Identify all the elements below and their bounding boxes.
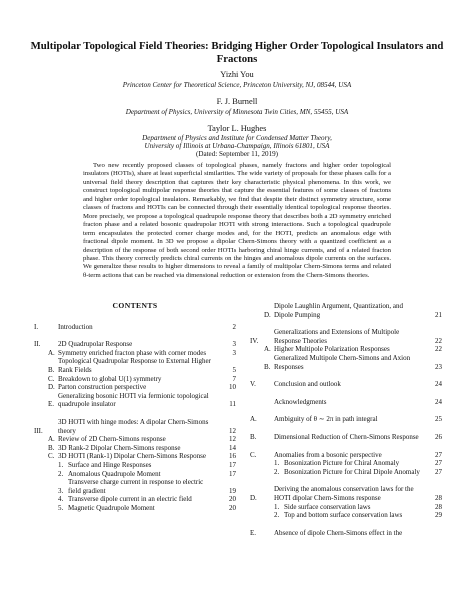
toc-entry[interactable]	[34, 452, 236, 461]
toc-entry-title: Magnetic Quadrupole Moment	[68, 503, 155, 512]
toc-entry[interactable]	[34, 323, 236, 332]
toc-entry-title: Generalizing bosonic HOTI via fermionic topological quadrupole insulator	[58, 391, 209, 409]
toc-entry-number: C.	[48, 374, 55, 383]
toc-entry-title: Top and bottom surface conservation laws	[284, 511, 403, 520]
toc-entry-title: 2D Quadrupolar Response	[58, 340, 133, 349]
toc-entry-number: E.	[48, 400, 55, 409]
toc-entry-page: 20	[229, 495, 236, 504]
toc-entry[interactable]	[250, 398, 442, 407]
toc-entry[interactable]	[34, 495, 236, 504]
toc-entry-number: 5.	[58, 503, 64, 512]
toc-entry-page: 28	[435, 493, 442, 502]
toc-entry-title: Dimensional Reduction of Chern-Simons Response	[274, 432, 419, 441]
toc-entry-page: 10	[229, 383, 236, 392]
toc-entry-number: B.	[250, 432, 257, 441]
toc-entry-page: 27	[435, 450, 442, 459]
toc-entry[interactable]	[250, 485, 442, 502]
toc-entry[interactable]	[250, 302, 442, 319]
toc-entry[interactable]	[34, 444, 236, 453]
author-name: Taylor L. Hughes	[207, 124, 267, 133]
toc-entry-number: 2.	[274, 467, 280, 476]
table-of-contents-left	[34, 302, 236, 512]
toc-entry-page: 20	[229, 503, 236, 512]
toc-entry-page: 12	[229, 435, 236, 444]
toc-entry[interactable]	[250, 433, 442, 442]
toc-entry-number: 2.	[274, 511, 280, 520]
toc-entry-page: 28	[435, 502, 442, 511]
toc-entry-number: D.	[264, 310, 271, 319]
toc-entry-title: Generalizations and Extensions of Multipole Response Theories	[274, 328, 400, 345]
toc-entry-title: Generalized Multipole Chern-Simons and Axion Responses	[274, 353, 411, 371]
toc-entry-title: Breakdown to global U(1) symmetry	[58, 374, 162, 383]
toc-entry-page: 22	[435, 336, 442, 345]
toc-entry-title: Surface and Hinge Responses	[68, 460, 152, 469]
toc-entry[interactable]	[250, 328, 442, 345]
toc-entry-title: 3D HOTI with hinge modes: A dipolar Chern-Simons theory	[58, 417, 209, 435]
toc-entry-page: 14	[229, 443, 236, 452]
toc-entry-title: Transverse dipole current in an electric field	[68, 495, 192, 504]
toc-entry-title: Review of 2D Chern-Simons response	[58, 435, 166, 444]
toc-entry-title: Acknowledgments	[274, 397, 327, 406]
toc-entry-number: C.	[48, 452, 55, 461]
toc-entry-page: 11	[229, 400, 236, 409]
toc-entry[interactable]	[34, 349, 236, 358]
toc-entry[interactable]	[34, 470, 236, 479]
toc-entry-title: Anomalies from a bosonic perspective	[274, 450, 382, 459]
toc-entry[interactable]	[250, 529, 442, 538]
toc-entry[interactable]	[250, 345, 442, 354]
toc-entry-title: Bosonization Picture for Chiral Anomaly	[284, 459, 400, 468]
toc-entry[interactable]	[250, 468, 442, 477]
toc-entry[interactable]	[34, 383, 236, 392]
toc-entry[interactable]	[250, 380, 442, 389]
toc-list	[34, 323, 236, 513]
toc-entry-title: Dipole Laughlin Argument, Quantization, and Dipole Pumping	[274, 302, 403, 319]
toc-entry-title: Transverse charge current in response to electric field gradient	[68, 478, 204, 495]
toc-entry-number: D.	[48, 383, 55, 392]
toc-entry-page: 7	[232, 374, 236, 383]
toc-entry-page: 16	[229, 452, 236, 461]
toc-entry-number: A.	[48, 348, 55, 357]
toc-entry-number: 3.	[58, 486, 64, 495]
toc-entry-page: 24	[435, 397, 442, 406]
contents-heading: CONTENTS	[112, 301, 158, 310]
toc-entry-page: 5	[232, 365, 236, 374]
toc-entry-page: 19	[229, 486, 236, 495]
toc-entry-number: 2.	[58, 469, 64, 478]
date-line: (Dated: September 11, 2019)	[195, 150, 279, 158]
toc-entry-page: 17	[229, 469, 236, 478]
toc-entry-number: V.	[250, 380, 256, 389]
toc-entry-title: 3D Rank-2 Dipolar Chern-Simons response	[58, 443, 181, 452]
toc-entry-number: D.	[250, 493, 257, 502]
toc-entry-number: III.	[34, 426, 43, 435]
toc-entry-title: Parton construction perspective	[58, 383, 147, 392]
author-affiliation: University of Illinois at Urbana-Champaign, Illinois 61801, USA	[144, 142, 330, 150]
abstract: Two new recently proposed classes of topological phases, namely fractons and higher order topological insulators (HOTIs), share at least superficial similarities. The wide variety of proposals for these phases calls for a universal field theory description that captures their key characteristic physical phenomena. In this work, we construct topological multipolar response theories that capture the essential features of some classes of fractons and higher order topological insulators. Remarkably, we find that despite their distinct symmetry structure, some classes of fractons and HOTIs can be connected through their essentially identical topological response theories. More precisely, we propose a topological quadrupole response theory that describes both a 2D symmetry enriched fracton phase and a related bosonic quadrupolar HOTI with strong interactions. Such a topological quadrupole term encapsulates the protected corner charge modes and, for the HOTI, predicts an anomalous edge with fractional dipole moment. In 3D we propose a dipolar Chern-Simons theory with a quantized coefficient as a description of the response of both second order HOTIs harboring chiral hinge currents, and of a related fracton phase. This theory correctly predicts chiral currents on the hinges and anomalous dipole currents on the surfaces. We generalize these results to higher dimensions to reveal a family of multipolar Chern-Simons terms and related θ-term actions that can be reached via dimensional reduction or extension from the Chern-Simons theories.	[83, 162, 391, 279]
toc-entry-number: A.	[250, 415, 257, 424]
toc-entry-page: 3	[232, 340, 236, 349]
toc-entry-page: 27	[435, 459, 442, 468]
toc-entry-number: 1.	[58, 460, 64, 469]
toc-entry-title: Introduction	[58, 322, 93, 331]
toc-entry-number: B.	[264, 362, 271, 371]
toc-entry-title: Ambiguity of θ ∼ 2π in path integral	[274, 415, 378, 424]
toc-entry-page: 17	[229, 460, 236, 469]
toc-entry-title: Anomalous Quadrupole Moment	[68, 469, 161, 478]
toc-entry-page: 24	[435, 380, 442, 389]
author-name: Yizhi You	[220, 70, 254, 79]
toc-entry[interactable]	[250, 459, 442, 468]
toc-entry-number: B.	[48, 365, 55, 374]
toc-entry-number: B.	[48, 443, 55, 452]
toc-entry-number: A.	[48, 435, 55, 444]
toc-entry[interactable]	[250, 354, 442, 371]
toc-entry-title: Side surface conservation laws	[284, 502, 371, 511]
toc-entry-page: 25	[435, 415, 442, 424]
toc-entry[interactable]	[34, 418, 236, 435]
toc-entry-number: 1.	[274, 502, 280, 511]
toc-entry[interactable]	[34, 340, 236, 349]
paper-title: Multipolar Topological Field Theories: Bridging Higher Order Topological Insulators and Fractons	[30, 40, 444, 65]
toc-entry-number: II.	[34, 340, 41, 349]
toc-entry-title: 3D HOTI (Rank-1) Dipolar Chern-Simons Response	[58, 452, 206, 461]
toc-entry-title: Bosonization Picture for Chiral Dipole Anomaly	[284, 467, 420, 476]
toc-entry-page: 3	[232, 348, 236, 357]
toc-entry-title: Conclusion and outlook	[274, 380, 341, 389]
toc-entry[interactable]	[34, 392, 236, 409]
toc-entry-title: Deriving the anomalous conservation laws for the HOTI dipolar Chern-Simons response	[274, 485, 414, 502]
toc-entry[interactable]	[34, 435, 236, 444]
toc-entry[interactable]	[34, 461, 236, 470]
toc-entry-page: 22	[435, 345, 442, 354]
toc-entry[interactable]	[34, 504, 236, 513]
toc-entry-page: 2	[232, 322, 236, 331]
author-affiliation: Princeton Center for Theoretical Science, Princeton University, NJ, 08544, USA	[122, 81, 352, 89]
toc-entry-page: 26	[435, 432, 442, 441]
toc-entry[interactable]	[34, 357, 236, 374]
toc-entry-number: I.	[34, 322, 39, 331]
toc-entry-number: C.	[250, 450, 257, 459]
toc-entry[interactable]	[250, 503, 442, 512]
toc-entry[interactable]	[34, 375, 236, 384]
toc-entry-page: 23	[435, 362, 442, 371]
toc-entry-number: 4.	[58, 495, 64, 504]
toc-entry-title: Symmetry enriched fracton phase with corner modes	[58, 348, 207, 357]
toc-entry-title: Absence of dipole Chern-Simons effect in the	[274, 528, 403, 537]
toc-entry-page: 12	[229, 426, 236, 435]
toc-entry-number: 1.	[274, 459, 280, 468]
toc-entry[interactable]	[250, 511, 442, 520]
toc-entry-number: IV.	[250, 336, 259, 345]
toc-entry[interactable]	[250, 415, 442, 424]
toc-entry[interactable]	[250, 451, 442, 460]
table-of-contents-right	[250, 302, 442, 537]
toc-entry[interactable]	[34, 478, 236, 495]
author-name: F. J. Burnell	[216, 97, 258, 106]
toc-entry-page: 21	[435, 310, 442, 319]
toc-entry-number: A.	[264, 345, 271, 354]
toc-entry-page: 27	[435, 467, 442, 476]
toc-entry-title: Higher Multipole Polarization Responses	[274, 345, 390, 354]
toc-entry-number: E.	[250, 528, 257, 537]
author-affiliation: Department of Physics and Institute for Condensed Matter Theory,	[142, 134, 332, 142]
toc-list	[250, 302, 442, 537]
author-affiliation: Department of Physics, University of Minnesota Twin Cities, MN, 55455, USA	[125, 108, 349, 116]
toc-entry-title: Topological Quadrupolar Response to External Higher Rank Fields	[58, 357, 211, 374]
toc-entry-page: 29	[435, 511, 442, 520]
